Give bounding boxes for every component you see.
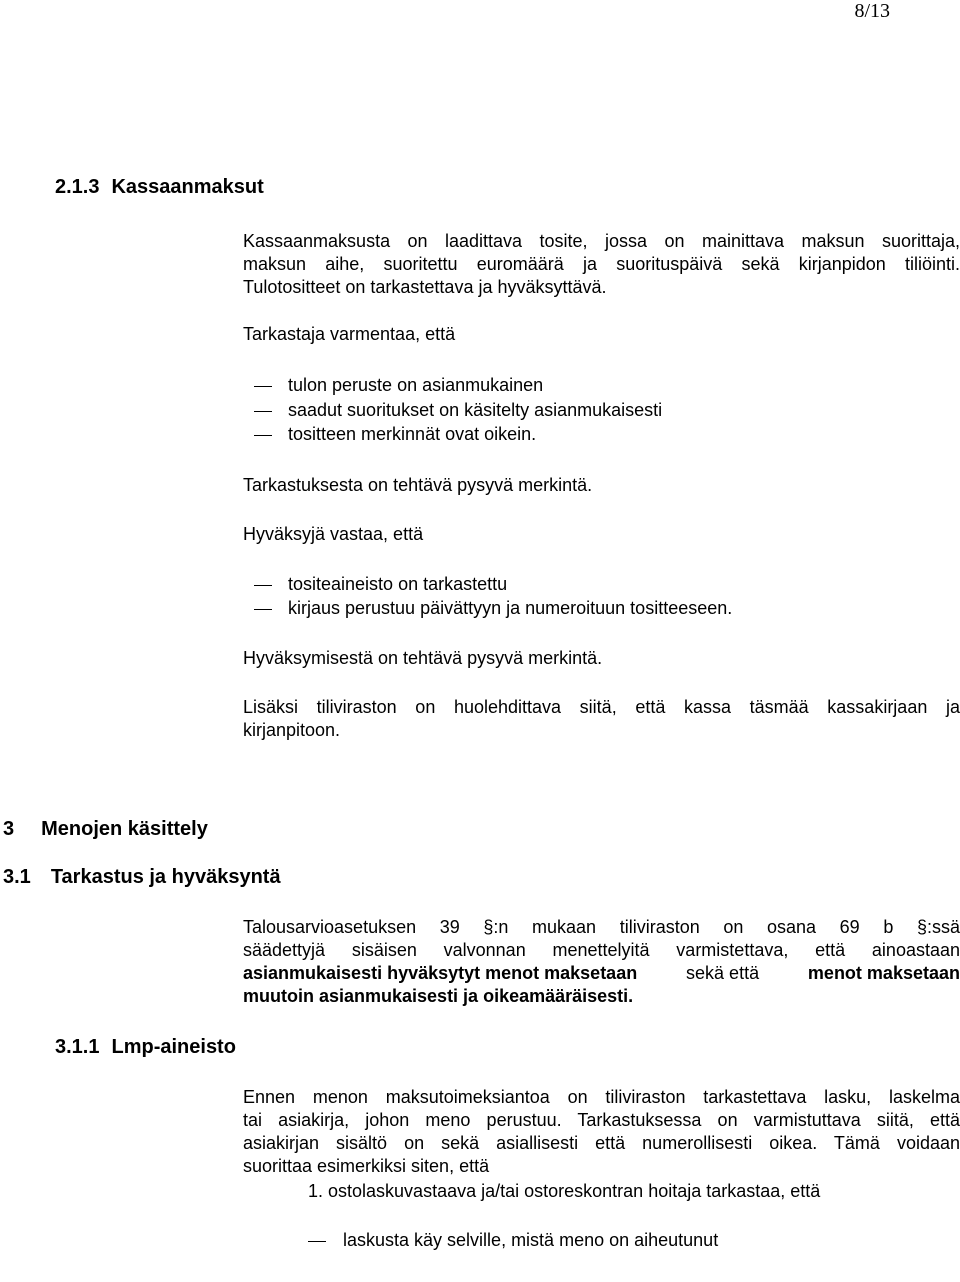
- approver-lead: Hyväksyjä vastaa, että: [243, 524, 424, 544]
- paragraph-line: [243, 962, 960, 985]
- paragraph-line: asiakirjan sisältö on sekä asiallisesti että numerollisesti oikea. Tämä voidaan: [243, 1133, 960, 1153]
- list-item: tositteen merkinnät ovat oikein.: [288, 424, 537, 444]
- section-heading-3-1: [3, 866, 281, 889]
- paragraph-line: Talousarvioasetuksen 39 §:n mukaan tiliviraston on osana 69 b §:ssä: [243, 917, 960, 937]
- list-item: tulon peruste on asianmukainen: [288, 375, 544, 395]
- dash-bullet: [254, 609, 272, 610]
- section-heading-3-1-1: [55, 1036, 236, 1059]
- list-item: laskusta käy selville, mistä meno on aiheutunut: [343, 1230, 719, 1250]
- page-number: 8/13: [854, 0, 890, 22]
- section-number: 2.1.3: [55, 176, 100, 198]
- list-item: kirjaus perustuu päivättyyn ja numeroituun tositteeseen.: [288, 598, 733, 618]
- section-title: Lmp-aineisto: [111, 1036, 236, 1058]
- bold-text: asianmukaisesti hyväksytyt menot maksetaan: [243, 963, 638, 983]
- section-3-1-1-paragraph: [243, 1086, 960, 1178]
- paragraph-line: Lisäksi tiliviraston on huolehdittava siitä, että kassa täsmää kassakirjaan ja: [243, 697, 960, 717]
- section-title: Menojen käsittely: [41, 818, 208, 840]
- dash-bullet: [254, 411, 272, 412]
- paragraph-line: tai asiakirja, johon meno perustuu. Tarkastuksessa on varmistuttava siitä, että: [243, 1110, 960, 1130]
- list-item: tositeaineisto on tarkastettu: [288, 574, 508, 594]
- paragraph-line: maksun aihe, suoritettu euromäärä ja suorituspäivä sekä kirjanpidon tiliöinti.: [243, 254, 960, 274]
- paragraph-line: suorittaa esimerkiksi siten, että: [243, 1156, 490, 1176]
- list-item: saadut suoritukset on käsitelty asianmukaisesti: [288, 400, 663, 420]
- section-number: 3: [3, 818, 15, 840]
- paragraph-text: sekä että: [681, 963, 765, 983]
- checker-lead: Tarkastaja varmentaa, että: [243, 324, 456, 344]
- numbered-item: 1. ostolaskuvastaava ja/tai ostoreskontran hoitaja tarkastaa, että: [308, 1181, 821, 1201]
- paragraph-line: Ennen menon maksutoimeksiantoa on tiliviraston tarkastettava lasku, laskelma: [243, 1087, 960, 1107]
- section-heading-3: [3, 818, 208, 841]
- paragraph-line: kirjanpitoon.: [243, 720, 341, 740]
- section-3-1-paragraph: [243, 916, 960, 1008]
- section-title: Kassaanmaksut: [111, 176, 264, 198]
- section-heading-2-1-3: [55, 176, 264, 199]
- paragraph-line: Kassaanmaksusta on laadittava tosite, jossa on mainittava maksun suorittaja,: [243, 231, 960, 251]
- section-title: Tarkastus ja hyväksyntä: [50, 866, 281, 888]
- intro-paragraph: [243, 230, 960, 299]
- dash-bullet: [254, 386, 272, 387]
- bold-text: muutoin asianmukaisesti ja oikeamääräisesti.: [243, 986, 634, 1006]
- approver-note: Hyväksymisestä on tehtävä pysyvä merkintä.: [243, 648, 603, 668]
- section-number: 3.1: [3, 866, 31, 888]
- paragraph-line: säädettyjä sisäisen valvonnan menettelyitä varmistettava, että ainoastaan: [243, 940, 960, 960]
- checker-note: Tarkastuksesta on tehtävä pysyvä merkintä.: [243, 475, 593, 495]
- dash-bullet: [254, 435, 272, 436]
- dash-bullet: [308, 1241, 326, 1242]
- paragraph-line: Tulotositteet on tarkastettava ja hyväksyttävä.: [243, 277, 607, 297]
- additional-paragraph: [243, 696, 960, 742]
- bold-text: menot maksetaan: [807, 963, 960, 983]
- dash-bullet: [254, 585, 272, 586]
- section-number: 3.1.1: [55, 1036, 100, 1058]
